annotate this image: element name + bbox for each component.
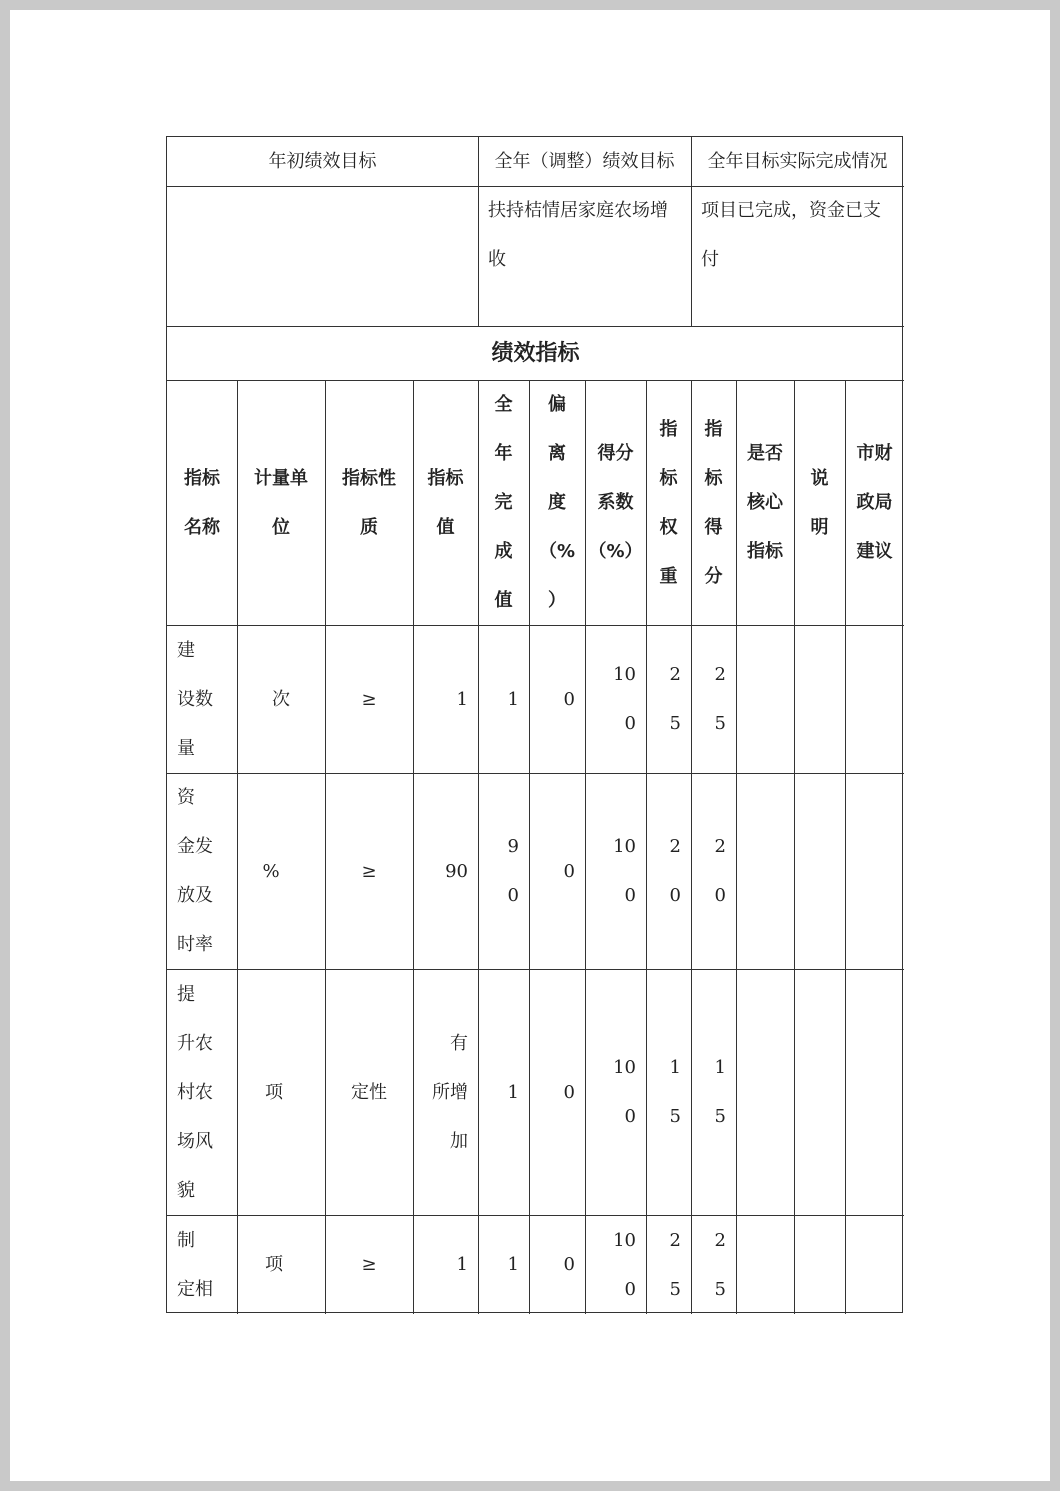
- column-header: 说 明: [810, 467, 829, 538]
- indicator-deviation: 0: [563, 1081, 575, 1103]
- indicator-note: [794, 969, 845, 1215]
- indicator-weight: 2 5: [669, 1229, 681, 1300]
- indicator-deviation: 0: [563, 688, 575, 710]
- column-header: 全 年 完 成 值: [494, 394, 513, 611]
- indicator-score: 2 5: [714, 1229, 726, 1300]
- indicator-completion: 1: [507, 688, 519, 710]
- indicator-nature: ≥: [361, 860, 377, 882]
- indicator-value: 1: [456, 1254, 468, 1275]
- indicator-score-coef: 10 0: [613, 836, 636, 906]
- header-adjusted-goal: 全年（调整）绩效目标: [494, 151, 675, 172]
- indicator-value: 90: [445, 860, 468, 882]
- header-actual-completion: 全年目标实际完成情况: [707, 151, 888, 172]
- column-header: 指 标 权 重: [659, 418, 678, 587]
- column-header: 指标 名称: [184, 467, 220, 538]
- indicator-score: 2 0: [714, 836, 726, 906]
- indicator-name: 制 定相: [177, 1229, 213, 1300]
- indicator-note: [794, 625, 845, 773]
- indicator-score-coef: 10 0: [613, 1229, 636, 1300]
- indicator-unit: 次: [272, 688, 290, 710]
- indicator-completion: 1: [507, 1254, 519, 1275]
- indicator-unit: 项: [265, 1081, 283, 1103]
- indicator-weight: 1 5: [669, 1057, 681, 1127]
- column-header: 指 标 得 分: [704, 418, 723, 587]
- indicator-score: 2 5: [714, 664, 726, 734]
- column-header: 偏 离 度 （% ）: [538, 394, 576, 611]
- performance-table: [166, 136, 903, 1313]
- indicator-nature: ≥: [361, 1254, 377, 1275]
- indicator-is-core: [736, 773, 794, 969]
- column-header: 指标 值: [427, 467, 464, 538]
- indicator-suggestion: [845, 1215, 904, 1314]
- header-initial-goal: 年初绩效目标: [268, 151, 377, 172]
- indicator-note: [794, 773, 845, 969]
- column-header: 是否 核心 指标: [747, 443, 783, 562]
- indicator-weight: 2 0: [669, 836, 681, 906]
- indicator-is-core: [736, 969, 794, 1215]
- indicator-score: 1 5: [714, 1057, 726, 1127]
- indicator-weight: 2 5: [669, 664, 681, 734]
- indicator-score-coef: 10 0: [613, 1057, 636, 1127]
- indicator-deviation: 0: [563, 860, 575, 882]
- indicator-name: 建 设数 量: [177, 639, 213, 759]
- indicator-is-core: [736, 625, 794, 773]
- indicator-value: 有 所增 加: [432, 1032, 468, 1152]
- indicator-unit: %: [262, 860, 280, 882]
- indicator-suggestion: [845, 773, 904, 969]
- indicator-nature: 定性: [351, 1081, 387, 1103]
- indicator-value: 1: [456, 688, 468, 710]
- indicator-suggestion: [845, 625, 904, 773]
- column-header: 市财 政局 建议: [856, 443, 893, 562]
- initial-goal-value: [167, 186, 478, 326]
- adjusted-goal-value: 扶持桔情居家庭农场增 收: [488, 200, 668, 270]
- indicator-name: 提 升农 村农 场风 貌: [177, 983, 213, 1201]
- actual-completion-value: 项目已完成，资金已支 付: [701, 200, 881, 270]
- indicator-completion: 9 0: [507, 836, 519, 906]
- indicator-suggestion: [845, 969, 904, 1215]
- indicator-name: 资 金发 放及 时率: [177, 787, 213, 955]
- column-header: 计量单 位: [254, 467, 308, 538]
- indicator-nature: ≥: [361, 688, 377, 710]
- column-header: 得分 系数 （%）: [588, 443, 643, 562]
- section-title: 绩效指标: [491, 340, 580, 366]
- indicator-completion: 1: [507, 1081, 519, 1103]
- indicator-deviation: 0: [563, 1254, 575, 1275]
- indicator-score-coef: 10 0: [613, 664, 636, 734]
- indicator-is-core: [736, 1215, 794, 1314]
- column-header: 指标性 质: [342, 467, 396, 538]
- indicator-unit: 项: [265, 1254, 283, 1275]
- indicator-note: [794, 1215, 845, 1314]
